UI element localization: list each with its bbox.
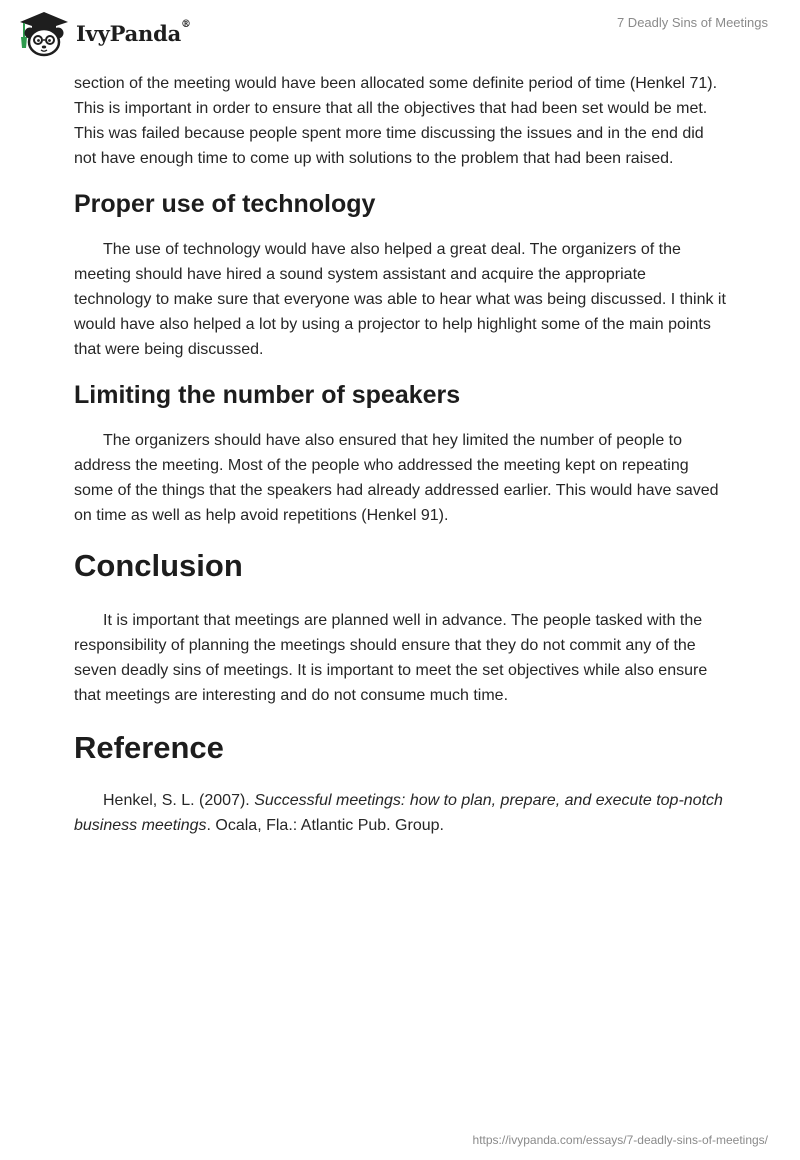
heading-limiting-speakers: Limiting the number of speakers: [74, 381, 461, 409]
registered-mark: ®: [181, 18, 191, 30]
paragraph-speakers: The organizers should have also ensured that hey limited the number of people to address the meeting. Most of the people who addressed the meeting kept on repeating some of the things that the speakers had already addressed earlier. This would have saved on time as well as help avoid repetitions (Henkel 91).: [74, 432, 719, 524]
heading-proper-use-of-technology: Proper use of technology: [74, 190, 376, 218]
source-url[interactable]: https://ivypanda.com/essays/7-deadly-sins-of-meetings/: [472, 1133, 768, 1147]
reference-author: Henkel, S. L. (2007).: [103, 792, 255, 809]
heading-conclusion: Conclusion: [74, 548, 243, 583]
reference-entry: [74, 788, 726, 838]
ivypanda-logo[interactable]: [14, 8, 191, 58]
paragraph-technology: The use of technology would have also helped a great deal. The organizers of the meeting should have hired a sound system assistant and acquire the appropriate technology to make sure that everyone was able to hear what was being discussed. I think it would have also helped a lot by using a projector to help highlight some of the main points that were being discussed.: [74, 241, 726, 358]
heading-reference: Reference: [74, 730, 224, 765]
panda-graduate-icon: [14, 8, 74, 58]
reference-publisher: . Ocala, Fla.: Atlantic Pub. Group.: [206, 817, 444, 834]
essay-content: [74, 71, 726, 838]
paragraph-conclusion: It is important that meetings are planned well in advance. The people tasked with the responsibility of planning the meetings should ensure that they do not commit any of the seven deadly sins of meetings. It is important to meet the set objectives while also ensure that meetings are interesting and do not consume much time.: [74, 612, 708, 704]
document-title: 7 Deadly Sins of Meetings: [616, 15, 768, 30]
page-header: [0, 0, 800, 64]
logo-wordmark: IvyPanda®: [76, 18, 191, 46]
reference-title: Successful meetings: how to plan, prepare, and execute top-notch business meetings: [74, 792, 723, 834]
intro-paragraph: section of the meeting would have been allocated some definite period of time (Henkel 71). This is important in order to ensure that all the objectives that had been set would be met. This was failed because people spent more time discussing the issues and in the end did not have enough time to come up with solutions to the problem that had been raised.: [74, 75, 718, 167]
